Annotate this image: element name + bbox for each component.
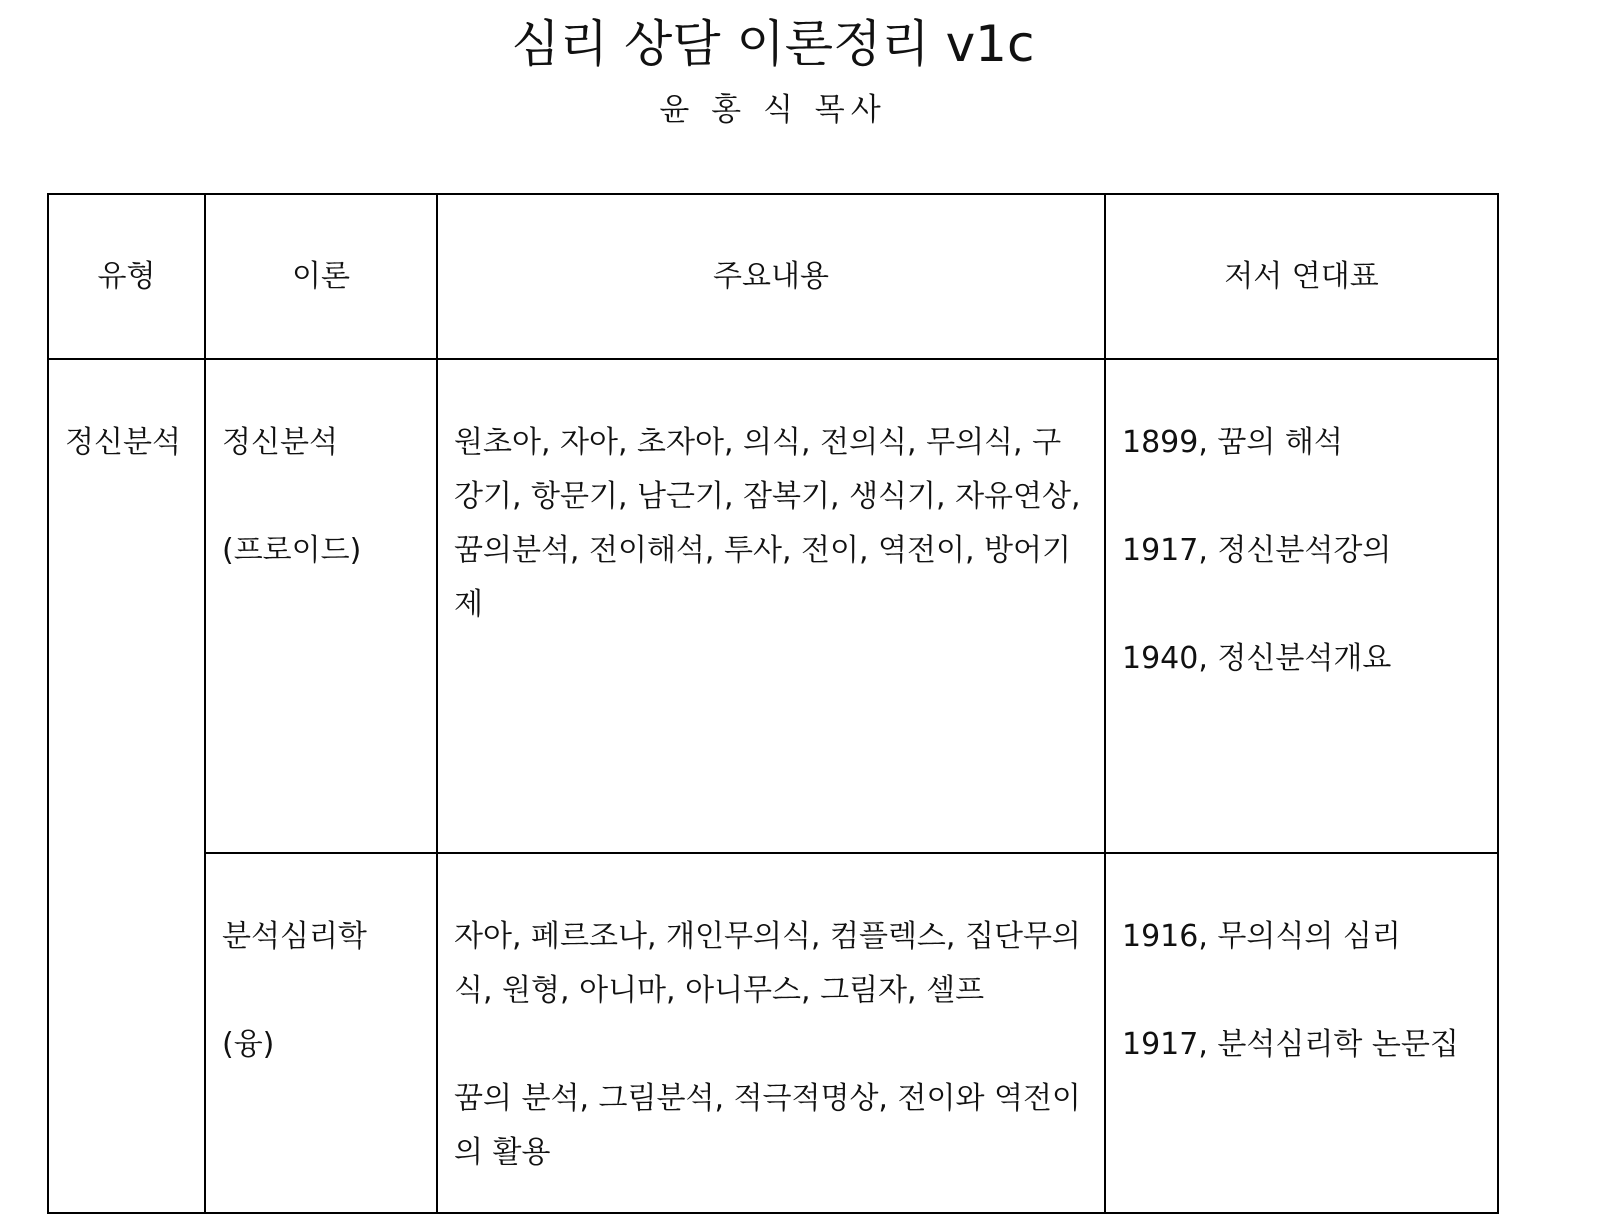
books-cell: [1105, 853, 1498, 1213]
content-paragraph: 꿈의 분석, 그림분석, 적극적명상, 전이와 역전이의 활용: [454, 1081, 1081, 1170]
book-entry: 1917, 정신분석강의: [1122, 533, 1392, 568]
content-cell: [437, 853, 1105, 1213]
theory-cell: [205, 853, 437, 1213]
type-cell: 정신분석: [48, 359, 205, 1213]
table-row: [48, 359, 1498, 853]
theory-table: [47, 193, 1499, 1214]
theory-cell: [205, 359, 437, 853]
document-author: 윤 홍 식 목사: [659, 92, 887, 128]
table-row: [48, 853, 1498, 1213]
books-cell: [1105, 359, 1498, 853]
book-entry: 1917, 분석심리학 논문집: [1122, 1027, 1459, 1062]
header-theory: 이론: [205, 194, 437, 359]
table-header-row: [48, 194, 1498, 359]
theory-name: 분석심리학: [222, 919, 367, 954]
document-title: 심리 상담 이론정리 v1c: [511, 15, 1035, 73]
header-books: 저서 연대표: [1105, 194, 1498, 359]
book-entry: 1916, 무의식의 심리: [1122, 919, 1401, 954]
header-type: 유형: [48, 194, 205, 359]
theory-person: (프로이드): [222, 533, 362, 568]
content-paragraph: 자아, 페르조나, 개인무의식, 컴플렉스, 집단무의식, 원형, 아니마, 아니무스, 그림자, 셀프: [454, 919, 1081, 1008]
book-entry: 1940, 정신분석개요: [1122, 641, 1392, 676]
theory-name: 정신분석: [222, 425, 338, 460]
theory-person: (융): [222, 1027, 275, 1062]
book-entry: 1899, 꿈의 해석: [1122, 425, 1343, 460]
content-cell: [437, 359, 1105, 853]
content-paragraph: 원초아, 자아, 초자아, 의식, 전의식, 무의식, 구강기, 항문기, 남근기, 잠복기, 생식기, 자유연상, 꿈의분석, 전이해석, 투사, 전이, 역전이, 방어기제: [454, 425, 1081, 622]
header-content: 주요내용: [437, 194, 1105, 359]
